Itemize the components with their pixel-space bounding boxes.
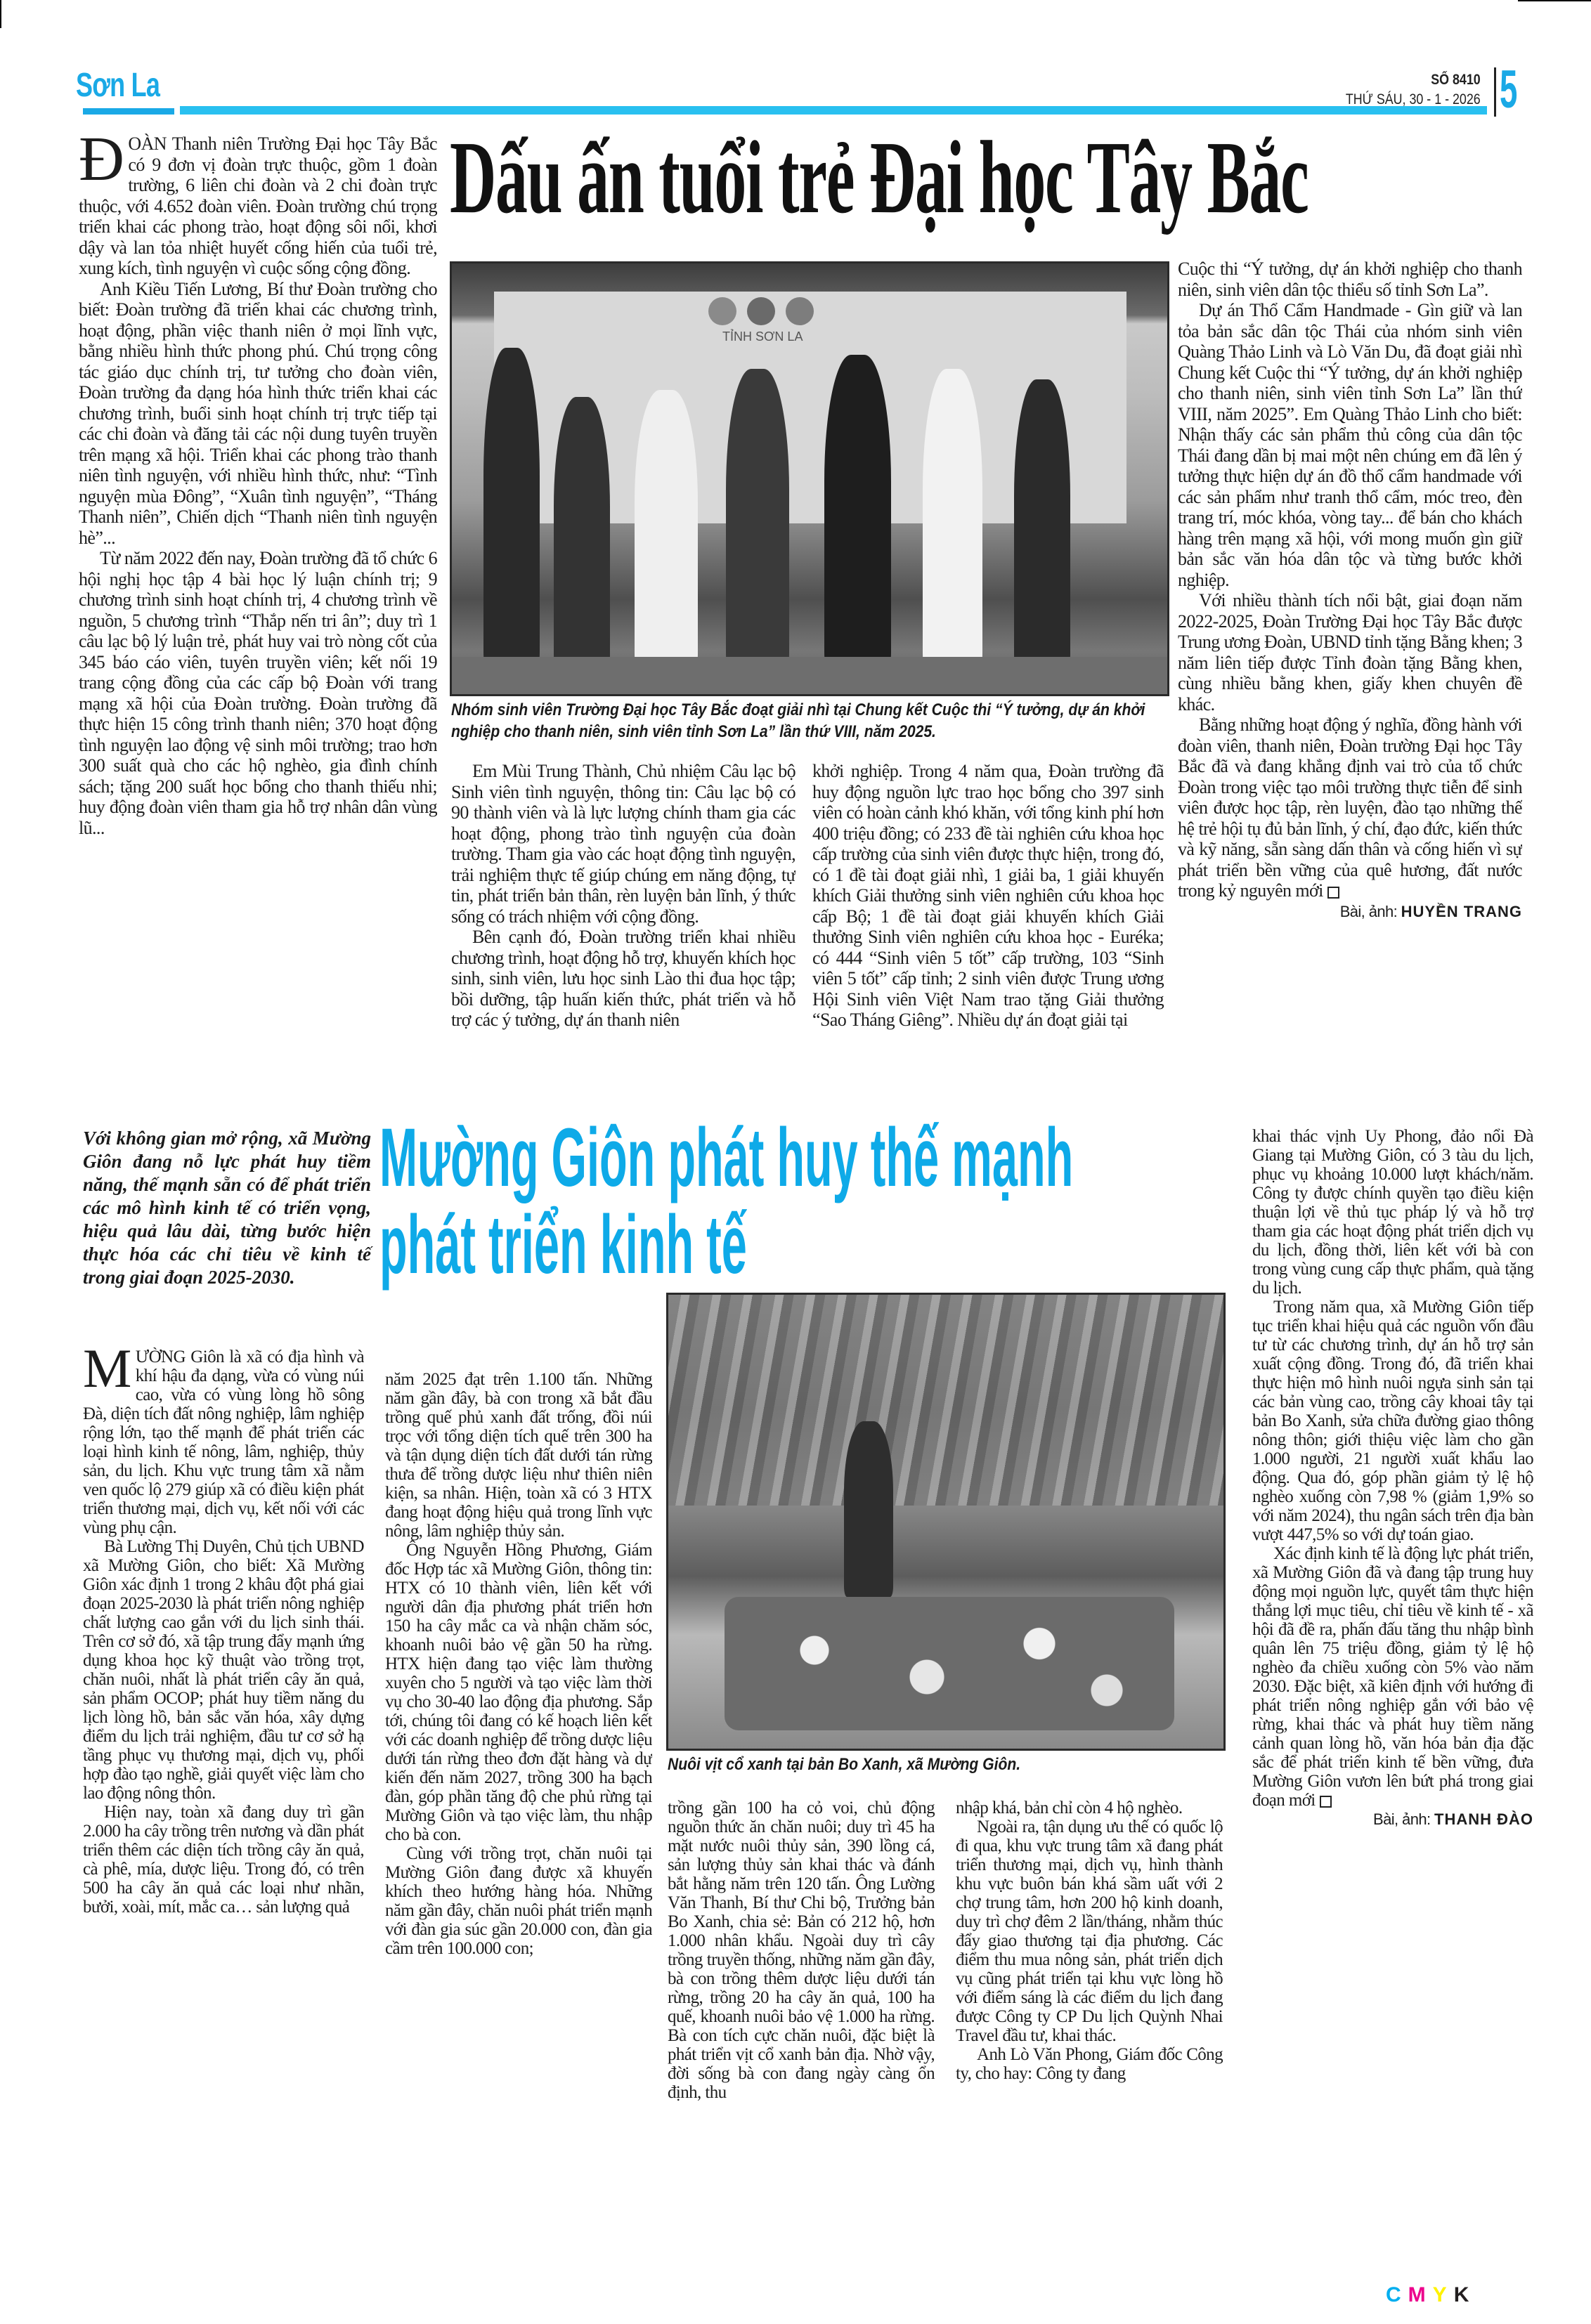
article-2-photo-caption: Nuôi vịt cổ xanh tại bản Bo Xanh, xã Mường Giôn. [668, 1755, 1021, 1774]
paragraph: Trong năm qua, xã Mường Giôn tiếp tục triển khai hiệu quả các nguồn vốn đầu tư từ các chương trình, dự án hỗ trợ sản xuất cộng đồng. Trong đó, đã triển khai thực hiện mô hình nuôi ngựa sinh sản tại các bản vùng cao, trồng cây khoai tây tại bản Bo Xanh, sửa chữa đường giao thông nông thôn; giới thiệu việc làm cho gần 1.000 người, 21 người xuất khẩu lao động. Qua đó, góp phần giảm tỷ lệ hộ nghèo xuống còn 7,98 % (giảm 1,9% so với năm 2024), thu ngân sách trên địa bàn vượt 447,5% so với dự toán giao. [1252, 1298, 1533, 1544]
person [726, 369, 789, 671]
crop-mark-top-left [0, 0, 1, 28]
person [635, 390, 698, 671]
paragraph: Ông Nguyễn Hồng Phương, Giám đốc Hợp tác xã Mường Giôn, thông tin: HTX có 10 thành viên, liên kết với người dân địa phương phát triển hơn 150 ha cây mắc ca và nhận chăm sóc, khoanh nuôi bảo vệ gần 50 ha rừng. HTX hiện đang tạo việc làm thường xuyên cho 5 người và tạo việc làm thời vụ cho 30-40 lao động địa phương. Sắp tới, chúng tôi đang có kế hoạch liên kết với các doanh nghiệp để trồng dược liệu dưới tán rừng theo đơn đặt hàng và dự kiến đến năm 2027, trồng 300 ha bạch đàn, góp phần tăng độ che phủ rừng tại Mường Giôn và tạo việc làm, thu nhập cho bà con. [385, 1541, 652, 1844]
article-2-column-5 [1252, 1127, 1533, 2265]
header-rule-short [83, 108, 174, 115]
drop-cap: M [83, 1347, 131, 1399]
article-2-column-2 [385, 1370, 652, 2262]
end-mark-icon [1320, 1796, 1332, 1808]
crop-mark-top-right [1518, 0, 1591, 1]
paragraph: Bà Lường Thị Duyên, Chủ tịch UBND xã Mường Giôn, cho biết: Xã Mường Giôn xác định 1 trong 2 khâu đột phá giai đoạn 2025-2030 là phát triển nông nghiệp chất lượng cao gắn với du lịch sinh thái. Trên cơ sở đó, xã tập trung đẩy mạnh ứng dụng khoa học kỹ thuật vào trồng trọt, chăn nuôi, nhất là phát triển cây ăn quả, sản phẩm OCOP; phát huy tiềm năng du lịch lòng hồ, bản sắc văn hóa, xây dựng điểm du lịch trải nghiệm, đầu tư cơ sở hạ tầng phục vụ thương mại, dịch vụ, phối hợp đào tạo nghề, giải quyết việc làm cho lao động nông thôn. [83, 1537, 364, 1803]
paragraph: Bằng những hoạt động ý nghĩa, đồng hành với đoàn viên, thanh niên, Đoàn trường Đại học Tây Bắc đã và đang khẳng định vai trò của tổ chức Đoàn trong việc tạo môi trường thực tiễn để sinh viên được học tập, rèn luyện, đào tạo những thế hệ trẻ hội tụ đủ bản lĩnh, ý chí, đạo đức, kiến thức và kỹ năng, sẵn sàng dấn thân và cống hiến vì sự phát triển bền vững của quê hương, đất nước trong kỷ nguyên mới [1178, 714, 1522, 901]
header-rule-long [180, 106, 1487, 115]
cmyk-marks [1386, 2283, 1476, 2307]
banana-trees [668, 1295, 1223, 1506]
farmer [844, 1421, 893, 1597]
paragraph: Từ năm 2022 đến nay, Đoàn trường đã tổ chức 6 hội nghị học tập 4 bài học lý luận chính trị; 9 chương trình sinh hoạt chính trị, 4 chương trình về nguồn, 5 chương trình “Thắp nến tri ân”; duy trì 1 câu lạc bộ lý luận trẻ, phát huy vai trò nòng cốt của 345 báo cáo viên, tuyên truyền viên; kết nối 19 trang cộng đồng của các cấp bộ Đoàn với trang mạng xã hội của Đoàn trường. Đoàn trường đã thực hiện 15 công trình thanh niên; 370 hoạt động tình nguyện lao động vệ sinh môi trường; trao hơn 300 suất quà cho các hộ nghèo, gia đình chính sách; tặng 200 suất học bổng cho thanh thiếu nhi; huy động đoàn viên tham gia hỗ trợ nhân dân vùng lũ... [79, 548, 437, 838]
headline-line-1: Mường Giôn phát huy thế mạnh [379, 1111, 1074, 1204]
paragraph: năm 2025 đạt trên 1.100 tấn. Những năm gần đây, bà con trong xã bắt đầu trồng quế phủ xanh đất trống, đồi núi trọc với tổng diện tích quế trên 300 ha và tận dụng diện tích đất dưới tán rừng thưa để trồng dược liệu như thiên niên kiện, sa nhân. Hiện, toàn xã có 3 HTX đang hoạt động hiệu quả trong lĩnh vực nông, lâm nghiệp thủy sản. [385, 1370, 652, 1541]
article-1-photo-caption: Nhóm sinh viên Trường Đại học Tây Bắc đoạt giải nhì tại Chung kết Cuộc thi “Ý tưởng, dự án khởi nghiệp cho thanh niên, sinh viên tỉnh Sơn La” lần thứ VIII, năm 2025. [451, 700, 1145, 741]
article-1-byline: Bài, ảnh: HUYỀN TRANG [1339, 902, 1522, 920]
cmyk-y: Y [1432, 2283, 1454, 2306]
article-2-column-1 [83, 1347, 364, 2261]
cmyk-m: M [1408, 2283, 1433, 2306]
cmyk-k: K [1453, 2283, 1476, 2306]
person [483, 348, 540, 671]
article-1-column-1 [79, 133, 437, 1096]
issue-info [1346, 70, 1481, 110]
article-2-lead: Với không gian mở rộng, xã Mường Giôn đang nỗ lực phát huy tiềm năng, thế mạnh sẵn có để phát triển các mô hình kinh tế có triển vọng, hiệu quả lâu dài, từng bước hiện thực hóa các chỉ tiêu về kinh tế trong giai đoạn 2025-2030. [83, 1128, 371, 1288]
paragraph: Anh Lò Văn Phong, Giám đốc Công ty, cho hay: Công ty đang [956, 2045, 1223, 2083]
person [923, 369, 982, 671]
header-divider [1494, 67, 1496, 117]
article-1-photo [450, 261, 1169, 696]
drop-cap: Đ [79, 133, 124, 194]
article-2-column-3 [668, 1799, 935, 2276]
person [1014, 379, 1070, 671]
article-2-column-4 [956, 1799, 1223, 2276]
article-2-byline: Bài, ảnh: THANH ĐÀO [1373, 1810, 1533, 1828]
headline-line-2: phát triển kinh tế [379, 1199, 747, 1291]
duck-flock [725, 1597, 1174, 1730]
article-1-column-2 [451, 761, 796, 1098]
page-number: 5 [1500, 60, 1518, 119]
issue-number: SỐ 8410 [1431, 72, 1481, 88]
photo-banner-text: TỈNH SƠN LA [722, 329, 803, 344]
paragraph: Dự án Thổ Cẩm Handmade - Gìn giữ và lan tỏa bản sắc dân tộc Thái của nhóm sinh viên Quàng Thảo Linh và Lò Văn Du, đã đoạt giải nhì Chung kết Cuộc thi “Ý tưởng, dự án khởi nghiệp cho thanh niên, sinh viên tỉnh Sơn La” lần thứ VIII, năm 2025”. Em Quàng Thảo Linh cho biết: Nhận thấy các sản phẩm thủ công của dân tộc Thái đang dần bị mai một nên chúng em đã lên ý tưởng thực hiện dự án đồ thổ cẩm handmade với các sản phẩm như tranh thổ cẩm, móc treo, đèn trang trí, móc khóa, vòng tay... để bán cho khách hàng trên mạng xã hội, với mong muốn gìn giữ bản sắc văn hóa dân tộc và từng bước khởi nghiệp. [1178, 300, 1522, 590]
section-name: Sơn La [76, 67, 160, 104]
article-1-column-4 [1178, 259, 1522, 1102]
article-2-photo [666, 1293, 1226, 1751]
paragraph: Xác định kinh tế là động lực phát triển, xã Mường Giôn đã và đang tập trung huy động mọi nguồn lực, quyết tâm thực hiện thắng lợi mục tiêu, chỉ tiêu về kinh tế - xã hội đã đề ra, phấn đấu tăng thu nhập bình quân lên 75 triệu đồng, giảm tỷ lệ hộ nghèo đa chiều xuống còn 5% vào năm 2030. Đặc biệt, xã kiên định với hướng đi phát triển nông nghiệp gắn với bảo vệ rừng, khai thác và phát huy tiềm năng cảnh quan lòng hồ, văn hóa bản địa đặc sắc để phát triển kinh tế bền vững, đưa Mường Giôn vươn lên bứt phá trong giai đoạn mới [1252, 1544, 1533, 1810]
person [554, 397, 610, 671]
photo-banner-logo [708, 297, 736, 325]
article-1-column-3 [812, 761, 1164, 1098]
paragraph: Anh Kiều Tiến Lương, Bí thư Đoàn trường cho biết: Đoàn trường đã triển khai các chương trình, hoạt động, phần việc thanh niên ở mọi lĩnh vực, bằng nhiều hình thức phong phú. Chú trọng công tác giáo dục chính trị, tư tưởng cho đoàn viên, Đoàn trường đa dạng hóa hình thức triển khai các chương trình, buổi sinh hoạt chính trị trực tiếp tại các chi đoàn và đăng tải các nội dung tuyên truyền trên mạng xã hội. Triển khai các phong trào thanh niên tình nguyện, với nhiều hình thức, như: “Tình nguyện mùa Đông”, “Xuân tình nguyện”, “Tháng Thanh niên”, Chiến dịch “Thanh niên tình nguyện hè”... [79, 278, 437, 548]
article-1-headline: Dấu ấn tuổi trẻ Đại học Tây Bắc [450, 120, 1308, 235]
paragraph: Cuộc thi “Ý tưởng, dự án khởi nghiệp cho thanh niên, sinh viên dân tộc thiểu số tỉnh Sơn La”. [1178, 259, 1522, 300]
person [824, 355, 891, 671]
article-2-headline [379, 1111, 1074, 1291]
stage-floor [452, 657, 1167, 696]
paragraph: khai thác vịnh Uy Phong, đảo nổi Đà Giang tại Mường Giôn, có 3 tàu du lịch, phục vụ khoảng 10.000 lượt khách/năm. Công ty được chính quyền tạo điều kiện thuận lợi về thủ tục pháp lý và hỗ trợ tham gia các hoạt động phát triển dịch vụ du lịch, đồng thời, liên kết với bà con trong vùng cung cấp thực phẩm, quà tặng du lịch. [1252, 1127, 1533, 1298]
paragraph: Em Mùi Trung Thành, Chủ nhiệm Câu lạc bộ Sinh viên tình nguyện, thông tin: Câu lạc bộ có 90 thành viên và là lực lượng chính tham gia các hoạt động, phong trào tình nguyện của đoàn trường. Tham gia vào các hoạt động tình nguyện, trải nghiệm thực tế giúp chúng em năng động, tự tin, phát triển bản thân, rèn luyện bản lĩnh, ý thức sống có trách nhiệm với cộng đồng. [451, 761, 796, 927]
paragraph: khởi nghiệp. Trong 4 năm qua, Đoàn trường đã huy động nguồn lực trao học bổng cho 397 sinh viên có hoàn cảnh khó khăn, với tổng kinh phí hơn 400 triệu đồng; có 233 đề tài nghiên cứu khoa học cấp trường của sinh viên được thực hiện, trong đó, có 1 đề tài đoạt giải nhì, 1 giải ba, 1 giải khuyến khích Giải thưởng sinh viên nghiên cứu khoa học cấp Bộ; 1 đề tài đoạt giải khuyến khích Giải thưởng Sinh viên nghiên cứu khoa học - Euréka; có 444 “Sinh viên 5 tốt” cấp trường, 103 “Sinh viên 5 tốt” cấp tỉnh; 2 sinh viên được Trung ương Hội Sinh viên Việt Nam trao tặng Giải thưởng “Sao Tháng Giêng”. Nhiều dự án đoạt giải tại [812, 761, 1164, 1030]
paragraph: Hiện nay, toàn xã đang duy trì gần 2.000 ha cây trồng trên nương và dần phát triển thêm các diện tích trồng cây ăn quả, cà phê, mía, dược liệu. Trong đó, có trên 500 ha cây ăn quả các loại như nhãn, bưởi, xoài, mít, mắc ca… sản lượng quả [83, 1803, 364, 1917]
paragraph: Với nhiều thành tích nổi bật, giai đoạn năm 2022-2025, Đoàn Trường Đại học Tây Bắc được Trung ương Đoàn, UBND tỉnh tặng Bằng khen; 3 năm liên tiếp được Tỉnh đoàn tặng Bằng khen, cùng nhiều bằng khen, giấy khen chuyên đề khác. [1178, 590, 1522, 714]
paragraph: trồng gần 100 ha cỏ voi, chủ động nguồn thức ăn chăn nuôi; duy trì 45 ha mặt nước nuôi thủy sản, 390 lồng cá, sản lượng thủy sản khai thác và đánh bắt hằng năm trên 120 tấn. Ông Lường Văn Thanh, Bí thư Chi bộ, Trưởng bản Bo Xanh, chia sẻ: Bản có 212 hộ, hơn 1.000 nhân khẩu. Ngoài duy trì cây trồng truyền thống, những năm gần đây, bà con trồng thêm dược liệu dưới tán rừng, trồng 20 ha cây ăn quả, 100 ha quế, khoanh nuôi bảo vệ 1.000 ha rừng. Bà con tích cực chăn nuôi, đặc biệt là phát triển vịt cổ xanh bản địa. Nhờ vậy, đời sống bà con đang ngày càng ổn định, thu [668, 1799, 935, 2102]
paragraph: Cùng với trồng trọt, chăn nuôi tại Mường Giôn đang được xã khuyến khích theo hướng hàng hóa. Những năm gần đây, chăn nuôi phát triển mạnh với đàn gia súc gần 20.000 con, đàn gia cầm trên 100.000 con; [385, 1844, 652, 1958]
paragraph: Bên cạnh đó, Đoàn trường triển khai nhiều chương trình, hoạt động hỗ trợ, khuyến khích học sinh, sinh viên, lưu học sinh Lào thi đua học tập; bồi dưỡng, tập huấn kiến thức, phát triển và hỗ trợ các ý tưởng, dự án thanh niên [451, 927, 796, 1030]
issue-date: THỨ SÁU, 30 - 1 - 2026 [1346, 91, 1481, 107]
photo-banner-logo [747, 297, 775, 325]
paragraph: nhập khá, bản chỉ còn 4 hộ nghèo. [956, 1799, 1183, 1817]
end-mark-icon [1327, 887, 1339, 899]
paragraph: ĐOÀN Thanh niên Trường Đại học Tây Bắc có 9 đơn vị đoàn trực thuộc, gồm 1 đoàn trường, 6 liên chi đoàn và 2 chi đoàn trực thuộc, với 4.652 đoàn viên. Đoàn trường chú trọng triển khai các phong trào, hoạt động sôi nổi, khơi dậy và lan tỏa nhiệt huyết cống hiến của tuổi trẻ, xung kích, tình nguyện vì cuộc sống cộng đồng. [79, 133, 437, 278]
paragraph: MƯỜNG Giôn là xã có địa hình và khí hậu đa dạng, vừa có vùng núi cao, vừa có vùng lòng hồ sông Đà, diện tích đất nông nghiệp, lâm nghiệp rộng lớn, tạo thế mạnh để phát triển các loại hình kinh tế nông, lâm, nghiệp, thủy sản, du lịch. Khu vực trung tâm xã nằm ven quốc lộ 279 giúp xã có điều kiện phát triển thương mại, dịch vụ, kết nối với các vùng phụ cận. [83, 1347, 364, 1537]
cmyk-c: C [1386, 2283, 1408, 2306]
photo-banner-logo [786, 297, 814, 325]
paragraph: Ngoài ra, tận dụng ưu thế có quốc lộ đi qua, khu vực trung tâm xã đang phát triển thương mại, dịch vụ, hình thành khu vực buôn bán khá sầm uất với 2 chợ trung tâm, hơn 200 hộ kinh doanh, duy trì chợ đêm 2 lần/tháng, nhằm thúc đẩy giao thương tại địa phương. Các điểm thu mua nông sản, phát triển dịch vụ cũng phát triển tại khu vực lòng hồ với điểm sáng là các điểm du lịch đang được Công ty CP Du lịch Quỳnh Nhai Travel đầu tư, khai thác. [956, 1817, 1223, 2045]
